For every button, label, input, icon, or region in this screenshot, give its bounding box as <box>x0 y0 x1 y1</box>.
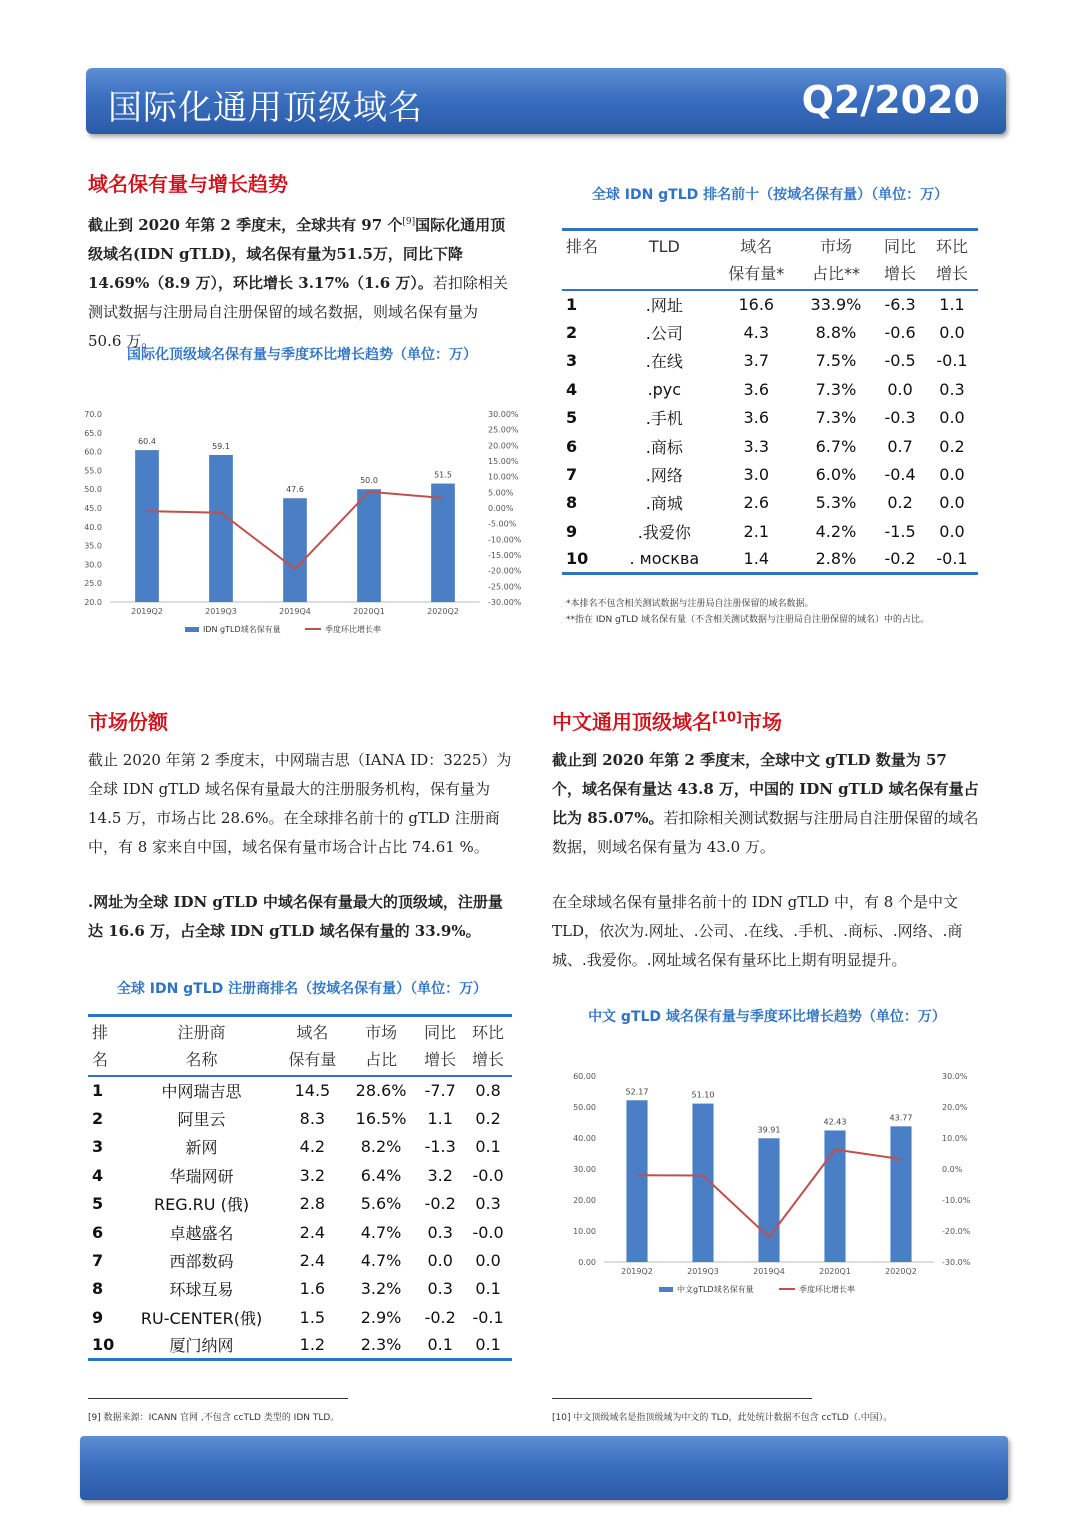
y2-tick-label: 30.00% <box>488 410 519 419</box>
table-cell: 厦门纳网 <box>169 1336 234 1356</box>
table-row <box>562 460 978 488</box>
bar <box>283 498 307 602</box>
footer-banner <box>80 1436 1008 1500</box>
y2-tick-label: 30.0% <box>942 1072 968 1081</box>
table-cell: 卓越盛名 <box>169 1223 234 1243</box>
bar-data-label: 59.1 <box>212 441 230 451</box>
table-cell: .公司 <box>645 324 683 344</box>
chart2-caption: 中文 gTLD 域名保有量与季度环比增长趋势（单位：万） <box>588 1009 946 1025</box>
y-tick-label: 65.0 <box>84 428 102 438</box>
table-cell: -0.6 <box>884 323 916 343</box>
y-tick-label: 30.00 <box>573 1165 596 1174</box>
y2-tick-label: 10.00% <box>488 472 519 482</box>
y2-tick-label: -30.00% <box>488 598 522 607</box>
table-row <box>88 1190 512 1218</box>
table-row <box>88 1246 512 1274</box>
table-cell: 3.2 <box>427 1165 453 1185</box>
x-tick-label: 2020Q1 <box>819 1267 851 1276</box>
y2-tick-label: 25.00% <box>488 425 519 435</box>
table-cell: 0.0 <box>939 521 965 541</box>
column-header: 环比 增长 <box>936 237 969 283</box>
market-share-paragraph-1: 截止 2020 年第 2 季度末，中网瑞吉思（IANA ID：3225）为全球 IDN gTLD 域名保有量最大的注册服务机构，保有量为 14.5 万，市场占比 28.6%。在全球排名前十的 gTLD 注册商中，有 8 家来自中国，域名保有量市场合计占比 74.61 %。 <box>88 751 512 856</box>
table-cell: -0.1 <box>936 549 968 569</box>
y-tick-label: 55.0 <box>84 466 102 476</box>
column-header: 排名 <box>566 237 599 256</box>
table-cell: -6.3 <box>884 295 916 315</box>
bar-data-label: 60.4 <box>138 437 156 447</box>
table-row <box>88 1332 512 1360</box>
y-tick-label: 70.0 <box>84 410 102 419</box>
table-cell: 8 <box>566 493 578 513</box>
table-cell: 2.4 <box>299 1222 326 1242</box>
table-cell: 3.7 <box>743 351 769 371</box>
table-cell: 3.3 <box>743 436 769 456</box>
table-cell: 华瑞网研 <box>169 1166 234 1186</box>
bar <box>626 1100 647 1262</box>
table-cell: 4.7% <box>360 1222 402 1242</box>
table-cell: 2.6 <box>743 493 769 513</box>
heading-text-a: 中文通用顶级域名 <box>552 710 712 734</box>
table-cell: 2 <box>566 323 578 343</box>
table-row <box>562 546 978 574</box>
table-cell: 0.2 <box>939 436 965 456</box>
bar-data-label: 47.6 <box>286 485 304 495</box>
table-header-row <box>88 1016 512 1077</box>
tld-table-caption: 全球 IDN gTLD 排名前十（按域名保有量）（单位：万） <box>591 187 949 203</box>
y-tick-label: 10.00 <box>573 1227 596 1236</box>
table-cell: 0.2 <box>475 1109 501 1129</box>
market-share-paragraph-2: .网址为全球 IDN gTLD 中域名保有量最大的顶级域，注册量达 16.6 万，占全球 IDN gTLD 域名保有量的 33.9%。 <box>88 893 503 940</box>
table-cell: -1.3 <box>424 1137 456 1157</box>
table-cell: 0.1 <box>427 1335 453 1355</box>
table-cell: 14.5 <box>294 1081 331 1101</box>
table-cell: 1.2 <box>299 1335 326 1355</box>
table-row <box>88 1218 512 1246</box>
table-cell: REG.RU (俄) <box>153 1195 250 1215</box>
table-cell: 4 <box>566 379 578 399</box>
table-row <box>562 347 978 375</box>
table-row <box>562 517 978 545</box>
table-cell: 0.7 <box>887 436 913 456</box>
table-cell: 4.2 <box>299 1137 326 1157</box>
table-row <box>88 1303 512 1331</box>
table-cell: 10 <box>92 1335 115 1355</box>
table-cell: 7 <box>566 465 578 485</box>
table-row <box>562 318 978 346</box>
table-cell: 2.8% <box>815 549 857 569</box>
legend-label-bars: 中文gTLD域名保有量 <box>677 1285 754 1294</box>
table-row <box>562 290 978 318</box>
table-cell: 3.6 <box>743 379 769 399</box>
table-cell: -0.2 <box>424 1194 456 1214</box>
y2-tick-label: -15.00% <box>488 551 522 560</box>
legend-label-bars: IDN gTLD域名保有量 <box>203 625 281 634</box>
x-tick-label: 2020Q2 <box>885 1267 917 1276</box>
table-cell: 2.8 <box>299 1194 326 1214</box>
footnote-divider-right <box>552 1398 812 1399</box>
registrar-table-caption: 全球 IDN gTLD 注册商排名（按域名保有量）（单位：万） <box>116 981 488 997</box>
legend-swatch-bars <box>659 1287 673 1292</box>
table-cell: 7.3% <box>815 379 857 399</box>
table-cell: 2.3% <box>360 1335 402 1355</box>
table-cell: 8.2% <box>360 1137 402 1157</box>
y2-tick-label: 20.0% <box>942 1103 968 1112</box>
para-normal-part: 若扣除相关测试数据与注册局自注册保留的域名数据，则域名保有量为 43.0 万。 <box>552 809 979 856</box>
table-cell: 0.3 <box>475 1194 501 1214</box>
bar-data-label: 42.43 <box>823 1117 847 1127</box>
bar <box>758 1138 779 1262</box>
bar <box>209 455 233 602</box>
table-cell: 1.4 <box>743 549 769 569</box>
table-cell: 28.6% <box>355 1081 407 1101</box>
table-cell: 0.0 <box>939 493 965 513</box>
table-cell: 新网 <box>185 1138 218 1158</box>
table-cell: 10 <box>566 549 589 569</box>
table-cell: 6.4% <box>360 1165 402 1185</box>
table-cell: .商城 <box>645 494 683 514</box>
y2-tick-label: 5.00% <box>488 488 514 498</box>
column-header: TLD <box>648 237 680 256</box>
table-cell: 0.0 <box>475 1251 501 1271</box>
bar-data-label: 51.10 <box>691 1090 715 1100</box>
y-tick-label: 50.0 <box>84 485 102 495</box>
y-tick-label: 60.00 <box>573 1072 596 1081</box>
table-cell: -0.2 <box>424 1307 456 1327</box>
table-cell: 5 <box>566 408 578 428</box>
y2-tick-label: -20.00% <box>488 566 522 576</box>
table-cell: 7 <box>92 1251 104 1271</box>
x-tick-label: 2019Q3 <box>205 607 237 616</box>
bar <box>135 450 159 602</box>
column-header: 环比 增长 <box>472 1023 505 1069</box>
legend-swatch-bars <box>185 627 199 632</box>
y-tick-label: 20.00 <box>573 1196 596 1205</box>
table-cell: 3 <box>566 351 578 371</box>
table-cell: 0.3 <box>427 1222 453 1242</box>
x-tick-label: 2019Q3 <box>687 1267 719 1276</box>
table-cell: 7.5% <box>815 351 857 371</box>
y2-tick-label: 15.00% <box>488 457 519 466</box>
table-cell: 0.1 <box>475 1335 501 1355</box>
table-cell: 16.6 <box>738 295 775 315</box>
table-cell: 0.0 <box>939 465 965 485</box>
table-cell: 8 <box>92 1279 104 1299</box>
y2-tick-label: -30.0% <box>942 1258 971 1267</box>
page-title: 国际化通用顶级域名 <box>108 88 423 128</box>
table-cell: 0.1 <box>475 1279 501 1299</box>
table-cell: 0.3 <box>939 379 965 399</box>
para-bold-part: 截止到 2020 年第 2 季度末，全球中文 gTLD 数量为 57 个，域名保有量达 43.8 万，中国的 IDN gTLD 域名保有量占比为 85.07%。 <box>552 751 979 827</box>
table-cell: 9 <box>92 1307 104 1327</box>
table-cell: 6 <box>92 1222 104 1242</box>
table-cell: 中网瑞吉思 <box>161 1082 242 1102</box>
legend-label-line: 季度环比增长率 <box>325 625 381 634</box>
column-header: 同比 增长 <box>424 1023 457 1069</box>
para-normal-part: 若扣除相关测试数据与注册局自注册保留的域名数据，则域名保有量为 50.6 万。 <box>88 274 508 350</box>
section-paragraph-trend <box>88 208 516 356</box>
x-tick-label: 2019Q2 <box>131 607 163 616</box>
y-tick-label: 45.0 <box>84 504 102 513</box>
table-cell: 0.2 <box>887 493 913 513</box>
table-cell: 2.1 <box>743 521 769 541</box>
section-heading-trend: 域名保有量与增长趋势 <box>88 172 288 196</box>
table-cell: 6 <box>566 436 578 456</box>
table-cell: 4.2% <box>815 521 857 541</box>
chinese-gtld-paragraph-1 <box>552 746 982 862</box>
table-cell: 西部数码 <box>169 1252 234 1272</box>
y-tick-label: 20.0 <box>84 598 102 607</box>
y2-tick-label: 20.00% <box>488 441 519 451</box>
bar-data-label: 51.5 <box>434 470 452 480</box>
y-tick-label: 60.0 <box>84 447 102 457</box>
y-tick-label: 40.00 <box>573 1134 596 1143</box>
table-cell: 1 <box>566 295 578 315</box>
table-cell: 2.9% <box>360 1307 402 1327</box>
table-cell: 3.6 <box>743 408 769 428</box>
legend-label-line: 季度环比增长率 <box>799 1285 855 1294</box>
table-cell: .商标 <box>645 437 683 457</box>
table-cell: 6.0% <box>815 465 857 485</box>
table-cell: 1.6 <box>299 1279 326 1299</box>
bar-data-label: 50.0 <box>360 476 378 486</box>
table-cell: 7.3% <box>815 408 857 428</box>
table-cell: 9 <box>566 521 578 541</box>
table-cell: 3.2 <box>299 1165 326 1185</box>
tld-ranking-table <box>562 228 978 575</box>
table-cell: 0.0 <box>939 408 965 428</box>
table-cell: 环球互易 <box>169 1280 234 1300</box>
y2-tick-label: 10.0% <box>942 1134 968 1143</box>
table-cell: 0.0 <box>939 323 965 343</box>
table-cell: 6.7% <box>815 436 857 456</box>
footnote-ref-10: [10] <box>712 710 742 726</box>
x-tick-label: 2019Q4 <box>279 607 311 616</box>
table-cell: -7.7 <box>424 1081 456 1101</box>
table-cell: .网络 <box>645 466 683 486</box>
bar-data-label: 39.91 <box>757 1125 781 1135</box>
y-tick-label: 50.00 <box>573 1103 596 1112</box>
footnote-right: [10] 中文顶级域名是指顶级域为中文的 TLD，此处统计数据不包含 ccTLD（.中国）。 <box>552 1413 893 1423</box>
y-tick-label: 25.0 <box>84 579 102 589</box>
table-row <box>562 404 978 432</box>
table-cell: 3 <box>92 1137 104 1157</box>
x-tick-label: 2020Q1 <box>353 607 385 616</box>
quarter-label: Q2/2020 <box>801 78 980 122</box>
bar <box>431 484 455 602</box>
table-cell: 阿里云 <box>177 1110 226 1130</box>
table-cell: -0.1 <box>472 1307 504 1327</box>
registrar-ranking-table <box>88 1014 512 1361</box>
y2-tick-label: -5.00% <box>488 519 517 529</box>
column-header: 注册商 名称 <box>177 1023 226 1069</box>
table-cell: RU-CENTER(俄) <box>140 1308 263 1328</box>
x-tick-label: 2019Q2 <box>621 1267 653 1276</box>
table-cell: 0.8 <box>475 1081 501 1101</box>
table-cell: 1.5 <box>299 1307 326 1327</box>
table-cell: -0.0 <box>472 1222 504 1242</box>
footnote-ref-9: [9] <box>402 217 416 227</box>
table-row <box>88 1076 512 1104</box>
table-cell: -0.1 <box>936 351 968 371</box>
x-tick-label: 2020Q2 <box>427 607 459 616</box>
table-cell: 4.3 <box>743 323 769 343</box>
bar-data-label: 43.77 <box>889 1113 913 1123</box>
table-cell: -0.4 <box>884 465 916 485</box>
table-cell: 3.2% <box>360 1279 402 1299</box>
table-row <box>88 1161 512 1189</box>
table-cell: .手机 <box>645 409 683 429</box>
table-row <box>88 1275 512 1303</box>
table-cell: -1.5 <box>884 521 916 541</box>
chart-chinese-gtld-trend <box>556 1062 986 1312</box>
chinese-gtld-paragraph-2: 在全球域名保有量排名前十的 IDN gTLD 中，有 8 个是中文TLD，依次为.网址、.公司、.在线、.手机、.商标、.网络、.商城、.我爱你。.网址域名保有量环比上期有明显提升。 <box>552 893 963 969</box>
table-cell: 0.3 <box>427 1279 453 1299</box>
table-cell: 0.1 <box>475 1137 501 1157</box>
column-header: 排 名 <box>92 1023 109 1069</box>
table-cell: 1.1 <box>939 295 965 315</box>
table-cell: 5.3% <box>815 493 857 513</box>
table-cell: .рус <box>647 379 682 399</box>
para-bold-part1: 截止到 2020 年第 2 季度末，全球共有 97 个 <box>88 216 403 234</box>
table-cell: 3.0 <box>743 465 769 485</box>
chart-idn-volume-trend <box>80 400 525 645</box>
table-cell: 2.4 <box>299 1251 326 1271</box>
table-cell: -0.3 <box>884 408 916 428</box>
section-heading-market-share: 市场份额 <box>88 710 168 734</box>
table-row <box>562 375 978 403</box>
x-tick-label: 2019Q4 <box>753 1267 785 1276</box>
footnote-divider-left <box>88 1398 348 1399</box>
y2-tick-label: -10.0% <box>942 1196 971 1205</box>
table-cell: 8.3 <box>299 1109 326 1129</box>
tld-table-note-2: **指在 IDN gTLD 域名保有量（不含相关测试数据与注册局自注册保留的域名）中的占比。 <box>566 615 930 625</box>
table-cell: 0.0 <box>887 379 913 399</box>
footnote-left: [9] 数据来源：ICANN 官网 ,不包含 ccTLD 类型的 IDN TLD。 <box>88 1413 340 1423</box>
bar <box>890 1126 911 1262</box>
bar-data-label: 52.17 <box>625 1087 649 1097</box>
column-header: 域名 保有量 <box>288 1023 337 1069</box>
column-header: 域名 保有量* <box>728 237 785 283</box>
y-tick-label: 0.00 <box>578 1258 596 1267</box>
table-header-row <box>562 230 978 291</box>
table-cell: 5 <box>92 1194 104 1214</box>
table-cell: .我爱你 <box>637 522 691 542</box>
y2-tick-label: 0.0% <box>942 1165 963 1174</box>
table-cell: 1 <box>92 1081 104 1101</box>
header-banner <box>86 68 1006 134</box>
table-cell: 16.5% <box>355 1109 407 1129</box>
table-cell: 4.7% <box>360 1251 402 1271</box>
column-header: 同比 增长 <box>884 237 917 283</box>
table-cell: 0.0 <box>427 1251 453 1271</box>
tld-table-note-1: *本排名不包含相关测试数据与注册局自注册保留的域名数据。 <box>566 599 814 609</box>
bar <box>357 489 381 602</box>
table-cell: 4 <box>92 1165 104 1185</box>
y-tick-label: 35.0 <box>84 541 102 551</box>
y2-tick-label: -10.00% <box>488 535 522 545</box>
table-row <box>88 1104 512 1132</box>
table-row <box>562 432 978 460</box>
y-tick-label: 40.0 <box>84 522 102 532</box>
table-cell: -0.2 <box>884 549 916 569</box>
table-row <box>562 489 978 517</box>
table-cell: .网址 <box>645 296 683 316</box>
column-header: 市场 占比** <box>811 237 860 283</box>
table-cell: . москва <box>629 549 700 569</box>
y2-tick-label: -25.00% <box>488 582 522 592</box>
table-cell: 8.8% <box>815 323 857 343</box>
y2-tick-label: 0.00% <box>488 504 514 513</box>
table-cell: 1.1 <box>427 1109 453 1129</box>
y-tick-label: 30.0 <box>84 560 102 570</box>
heading-text-b: 市场 <box>741 710 782 734</box>
table-cell: -0.5 <box>884 351 916 371</box>
table-cell: -0.0 <box>472 1165 504 1185</box>
table-cell: .在线 <box>645 352 683 372</box>
table-cell: 5.6% <box>360 1194 402 1214</box>
y2-tick-label: -20.0% <box>942 1227 971 1236</box>
column-header: 市场 占比 <box>365 1023 398 1069</box>
table-cell: 33.9% <box>810 295 862 315</box>
table-row <box>88 1133 512 1161</box>
table-cell: 2 <box>92 1109 104 1129</box>
chart1-caption: 国际化顶级域名保有量与季度环比增长趋势（单位：万） <box>127 347 477 363</box>
para-bold-part2: 国际化通用顶级域名(IDN gTLD)，域名保有量为51.5万，同比下降14.69%（8.9 万），环比增长 3.17%（1.6 万）。 <box>88 216 506 292</box>
section-heading-chinese-gtld <box>552 706 782 735</box>
